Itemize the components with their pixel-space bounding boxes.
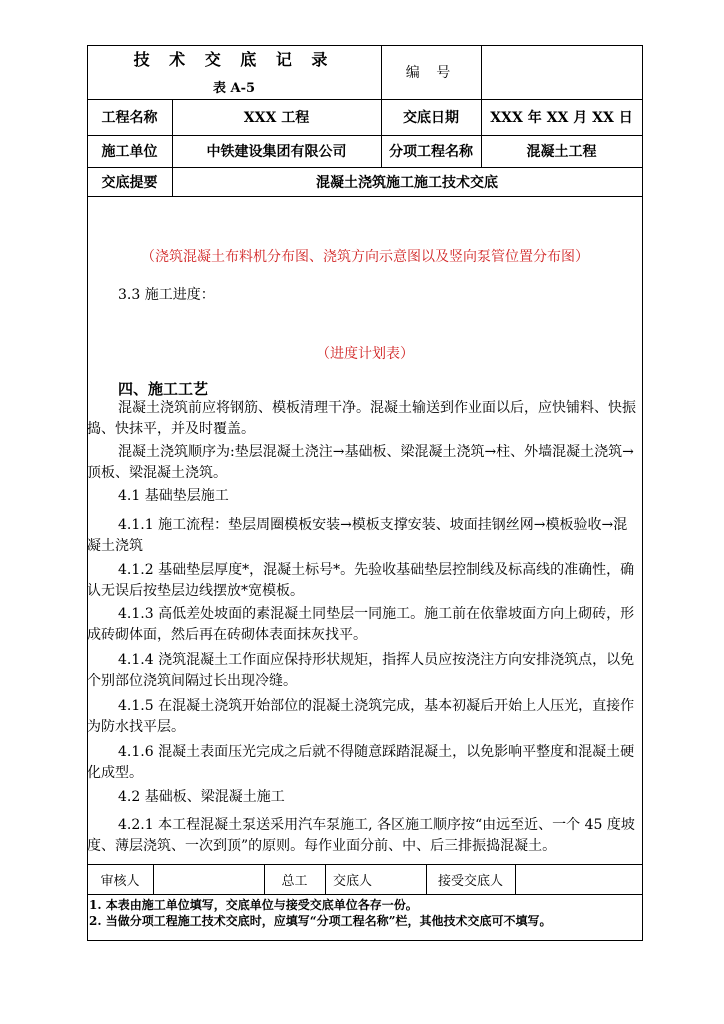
signature-bottom-line xyxy=(87,894,643,895)
paragraph: 4.1 基础垫层施工 xyxy=(118,488,229,504)
unit-label: 施工单位 xyxy=(101,144,158,160)
paragraph: 4.1.2 基础垫层厚度*，混凝土标号*。先验收基础垫层控制线及标高线的准确性，确认无误后按垫层边线摆放*宽模板。 xyxy=(87,562,635,599)
paragraph: 4.1.5 在混凝土浇筑开始部位的混凝土浇筑完成，基本初凝后开始上人压光，直接作为防水找平层。 xyxy=(87,698,635,735)
red-note-diagrams: （浇筑混凝土布料机分布图、浇筑方向示意图以及竖向泵管位置分布图） xyxy=(141,249,589,265)
border-bottom xyxy=(87,940,643,941)
note-1: 1. 本表由施工单位填写，交底单位与接受交底单位各存一份。 xyxy=(89,898,418,912)
subproject-value: 混凝土工程 xyxy=(526,144,597,160)
paragraph: 4.1.4 浇筑混凝土工作面应保持形状规矩，指挥人员应按浇注方向安排浇筑点，以免个别部位浇筑间隔过长出现冷缝。 xyxy=(87,652,635,689)
receiver-label: 接受交底人 xyxy=(437,873,503,889)
border-right xyxy=(642,45,643,941)
paragraph: 混凝土浇筑顺序为:垫层混凝土浇注→基础板、梁混凝土浇筑→柱、外墙混凝土浇筑→顶板、梁混凝土浇筑。 xyxy=(87,444,634,481)
section4-title: 四、施工工艺 xyxy=(118,380,209,398)
unit-value: 中铁建设集团有限公司 xyxy=(206,144,347,160)
chief-engineer-label: 总工 xyxy=(281,873,308,889)
project-name-value: XXX 工程 xyxy=(243,110,310,126)
disclosure-form xyxy=(87,45,643,941)
paragraph: 4.1.1 施工流程：垫层周圈模板安装→模板支撑安装、坡面挂钢丝网→模板验收→混凝土浇筑 xyxy=(87,517,628,554)
summary-label: 交底提要 xyxy=(101,174,158,191)
paragraph: 混凝土浇筑前应将钢筋、模板清理干净。混凝土输送到作业面以后，应快铺料、快振捣、快抹平，并及时覆盖。 xyxy=(87,400,636,437)
summary-value: 混凝土浇筑施工施工技术交底 xyxy=(316,174,498,191)
paragraph: 4.1.3 高低差处坡面的素混凝土同垫层一同施工。施工前在依靠坡面方向上砌砖，形成砖砌体面，然后再在砖砌体表面抹灰找平。 xyxy=(87,606,635,643)
reviewer-label: 审核人 xyxy=(100,873,140,889)
summary-row-line xyxy=(87,196,643,197)
note-2: 2. 当做分项工程施工技术交底时，应填写“分项工程名称”栏，其他技术交底可不填写。 xyxy=(89,914,552,928)
reviewer-signature[interactable] xyxy=(154,864,264,894)
subproject-label: 分项工程名称 xyxy=(389,144,473,160)
project-name-label: 工程名称 xyxy=(101,110,158,126)
paragraph: 4.1.6 混凝土表面压光完成之后就不得随意踩踏混凝土，以免影响平整度和混凝土硬化成型。 xyxy=(87,744,635,781)
date-label: 交底日期 xyxy=(403,110,459,126)
form-title: 技 术 交 底 记 录 xyxy=(133,49,335,69)
number-label: 编 号 xyxy=(405,65,457,81)
paragraph: 4.2.1 本工程混凝土泵送采用汽车泵施工, 各区施工顺序按“由远至近、一个 45 度坡度、薄层浇筑、一次到顶”的原则。每作业面分前、中、后三排振捣混凝土。 xyxy=(87,817,635,854)
form-number: 表 A-5 xyxy=(212,80,256,96)
date-value: XXX 年 XX 月 XX 日 xyxy=(490,110,633,126)
paragraph: 4.2 基础板、梁混凝土施工 xyxy=(118,789,285,805)
progress-label: 3.3 施工进度： xyxy=(118,287,215,303)
discloser-label: 交底人 xyxy=(333,873,373,889)
number-value xyxy=(481,45,642,99)
red-note-schedule: （进度计划表） xyxy=(316,346,414,362)
receiver-signature[interactable] xyxy=(516,864,642,894)
